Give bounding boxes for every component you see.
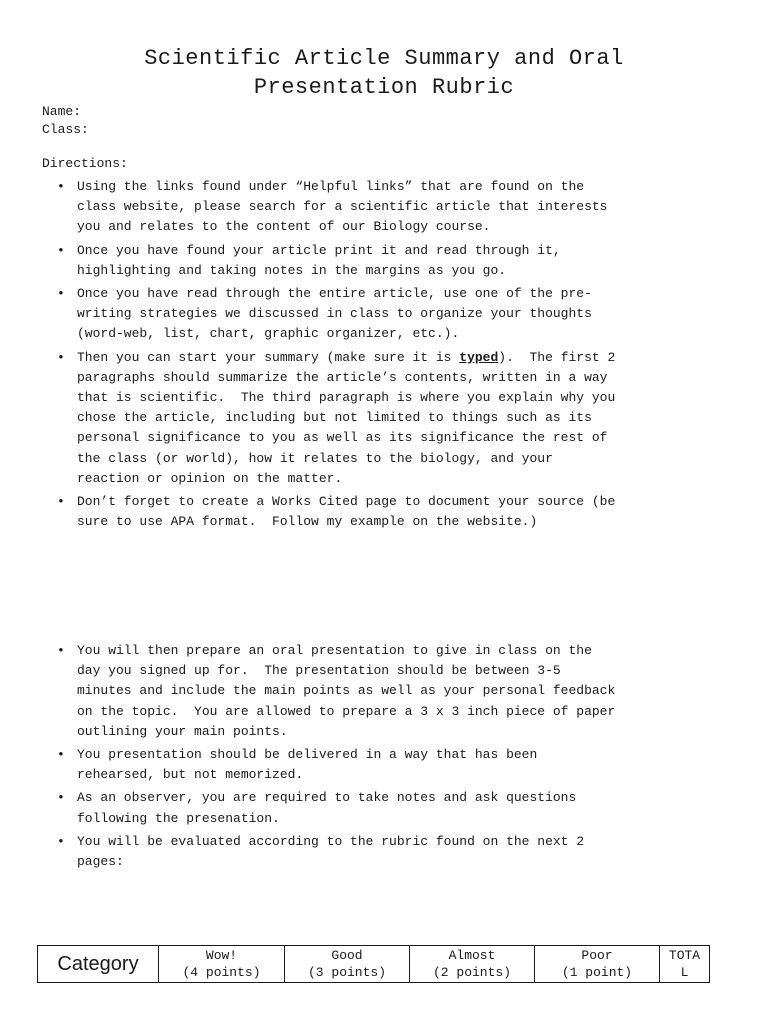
name-label: Name: xyxy=(42,104,82,119)
class-label: Class: xyxy=(42,122,89,137)
bullet-icon: • xyxy=(57,494,65,510)
list-item xyxy=(0,348,757,489)
list-item xyxy=(0,492,757,532)
column-title: TOTA xyxy=(668,948,701,963)
bullet-icon: • xyxy=(57,790,65,806)
title-line-1: Scientific Article Summary and Oral xyxy=(144,46,624,71)
bullet-icon: • xyxy=(57,286,65,302)
directions-list-part2 xyxy=(0,641,760,875)
table-row xyxy=(38,946,710,983)
rubric-table xyxy=(37,945,710,983)
column-header-good xyxy=(285,946,410,983)
bullet-icon: • xyxy=(57,643,65,658)
list-item xyxy=(0,241,757,281)
column-title: Poor xyxy=(581,948,613,963)
column-points: (1 point) xyxy=(561,965,633,980)
column-title: Wow! xyxy=(205,948,238,963)
typed-after: ). The first 2 paragraphs should summarize the article’s contents, written in a way that is scientific. The third paragraph is where you explain why you chose the article, including but not limited to things such as its personal significance to you as well as its significance the rest of the class (or world), how it relates to the biology, and your reaction or opinion on the matter. xyxy=(77,349,616,486)
column-header-almost xyxy=(410,946,535,983)
bullet-icon: • xyxy=(57,242,65,258)
column-title-cont: L xyxy=(680,965,689,980)
list-item-text: Once you have found your article print it and read through it, highlighting and taking notes in the margins as you go. xyxy=(77,242,561,278)
list-item xyxy=(0,745,757,785)
column-points: (3 points) xyxy=(307,965,386,980)
column-points: (2 points) xyxy=(432,965,511,980)
column-title: Almost xyxy=(448,948,496,963)
column-header-wow xyxy=(159,946,285,983)
category-header: Category xyxy=(38,946,159,983)
document-title xyxy=(0,44,768,102)
list-item xyxy=(0,832,757,872)
column-header-total xyxy=(660,946,710,983)
title-line-2: Presentation Rubric xyxy=(253,75,515,100)
list-item-text: You presentation should be delivered in a way that has been rehearsed, but not memorized. xyxy=(77,747,538,783)
directions-list-part1 xyxy=(0,177,760,535)
column-title: Good xyxy=(331,948,363,963)
bullet-icon: • xyxy=(57,833,65,849)
bullet-icon: • xyxy=(57,179,65,194)
list-item xyxy=(0,641,757,742)
typed-emphasis: typed xyxy=(459,349,499,365)
column-header-poor xyxy=(535,946,660,983)
list-item xyxy=(0,284,757,345)
bullet-icon: • xyxy=(57,349,65,365)
directions-label: Directions: xyxy=(42,156,128,171)
list-item-text: As an observer, you are required to take notes and ask questions following the presenation. xyxy=(77,790,577,826)
column-points: (4 points) xyxy=(182,965,261,980)
list-item-text: Don’t forget to create a Works Cited page to document your source (be sure to use APA format. Follow my example on the website.) xyxy=(77,494,616,530)
list-item-text: You will be evaluated according to the rubric found on the next 2 pages: xyxy=(77,833,585,870)
bullet-icon: • xyxy=(57,747,65,763)
list-item-text: Once you have read through the entire article, use one of the pre- writing strategies we discussed in class to organize your thoughts (word-web, list, chart, graphic organizer, etc.). xyxy=(77,286,592,342)
list-item xyxy=(0,177,757,238)
typed-before: Then you can start your summary (make sure it is xyxy=(77,349,460,365)
list-item xyxy=(0,788,757,828)
list-item-text: Using the links found under “Helpful links” that are found on the class website, please search for a scientific article that interests you and relates to the content of our Biology course. xyxy=(77,179,608,235)
list-item-text: You will then prepare an oral presentation to give in class on the day you signed up for. The presentation should be between 3-5 minutes and include the main points as well as your personal feedback on the topic. You are allowed to prepare a 3 x 3 inch piece of paper outlining your main points. xyxy=(77,643,616,739)
